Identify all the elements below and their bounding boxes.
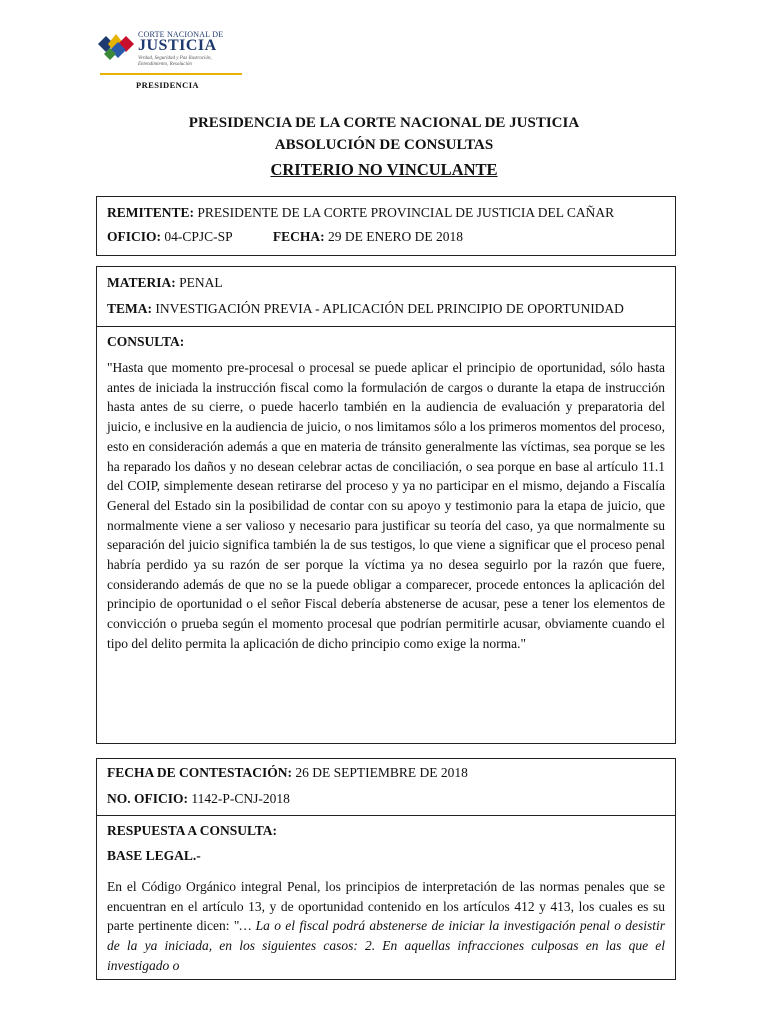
- tema-value: INVESTIGACIÓN PREVIA - APLICACIÓN DEL PRINCIPIO DE OPORTUNIDAD: [152, 301, 624, 316]
- document-subtitle: ABSOLUCIÓN DE CONSULTAS: [274, 137, 494, 153]
- criterion-text: CRITERIO NO VINCULANTE: [270, 160, 498, 179]
- corte-nacional-logo: [96, 28, 246, 94]
- fecha-contestacion-row: [107, 765, 665, 781]
- materia-value: PENAL: [175, 275, 223, 290]
- no-oficio-row: [107, 791, 665, 807]
- remitente-row: [107, 205, 665, 221]
- subject-box: [96, 266, 676, 744]
- fecha-label: FECHA:: [272, 229, 325, 244]
- subject-divider: [97, 326, 675, 327]
- logo-tagline: Verdad, Seguridad y Paz Ilustración, Entendimiento, Resolución: [138, 56, 212, 67]
- oficio-value: 04-CPJC-SP: [161, 229, 233, 244]
- consulta-label: CONSULTA:: [107, 334, 185, 349]
- fecha-contestacion-value: 26 DE SEPTIEMBRE DE 2018: [292, 765, 468, 780]
- fecha-value: 29 DE ENERO DE 2018: [324, 229, 464, 244]
- logo-line-1: CORTE NACIONAL DE: [138, 30, 224, 39]
- tema-row: [107, 301, 665, 317]
- remitente-value: PRESIDENTE DE LA CORTE PROVINCIAL DE JUSTICIA DEL CAÑAR: [194, 205, 615, 220]
- document-title: PRESIDENCIA DE LA CORTE NACIONAL DE JUSTICIA: [188, 115, 580, 131]
- materia-label: MATERIA:: [107, 275, 176, 290]
- base-legal-body: En el Código Orgánico integral Penal, los principios de interpretación de las normas penales que se encuentran en el artículo 13, y de oportunidad contenido en los artículos 412 y 413, los cuales es su parte pertinente dicen: ": [107, 879, 665, 934]
- base-legal-text: [107, 877, 665, 976]
- logo-line-2: JUSTICIA: [138, 37, 217, 54]
- materia-row: [107, 275, 665, 291]
- remitente-label: REMITENTE:: [107, 205, 195, 220]
- no-oficio-value: 1142-P-CNJ-2018: [188, 791, 290, 806]
- base-legal-quote: … La o el fiscal podrá abstenerse de iniciar la investigación penal o desistir de la ya iniciada, en los siguientes casos: 2. En aquellas infracciones culposas en las que el investigado o: [107, 918, 665, 973]
- base-legal-label: BASE LEGAL.-: [107, 848, 201, 863]
- oficio-label: OFICIO:: [107, 229, 161, 244]
- logo-emblem-icon: [96, 30, 140, 64]
- response-box: [96, 758, 676, 980]
- fecha-contestacion-label: FECHA DE CONTESTACIÓN:: [107, 765, 293, 780]
- tema-label: TEMA:: [107, 301, 152, 316]
- no-oficio-label: NO. OFICIO:: [107, 791, 188, 806]
- criterion-heading: [0, 160, 768, 180]
- oficio-row: [107, 229, 665, 245]
- consulta-text: "Hasta que momento pre-procesal o procesal se puede aplicar el principio de oportunidad, sólo hasta antes de iniciada la instrucción fiscal como la formulación de cargos o durante la etapa de instrucción hasta antes de su cierre, o puede hacerlo también en la audiencia de evaluación y preparatoria del juicio, e inclusive en la audiencia de juicio, o nos limitamos sólo a los primeros momentos del proceso, esto en consideración además a que en materia de tránsito generalmente las víctimas, sea porque se les ha reparado los daños y no desean celebrar actas de conciliación, o sea porque en base al artículo 11.1 del COIP, simplemente desean retirarse del proceso y ya no participar en el mismo, dejando a Fiscalía General del Estado sin la posibilidad de contar con su apoyo y testimonio para la etapa de juicio, que normalmente viene a ser valioso y necesario para justificar su teoría del caso, ya que normalmente su separación del juicio significa también la de sus testigos, lo que viene a significar que el proceso penal habría perdido ya su razón de ser porque la víctima ya no desea seguirlo por la razón que fuere, considerando además de que no se la puede obligar a comparecer, procede entonces la aplicación del principio de oportunidad o el señor Fiscal debería abstenerse de acusar, pese a tener los elementos de convicción o prueba según el momento procesal que podrían permitirle acusar, obviamente cuando el tipo del delito permita la aplicación de dicho principio como exige la norma.": [107, 360, 665, 651]
- sender-box: [96, 196, 676, 256]
- response-divider: [97, 815, 675, 816]
- logo-divider: [100, 73, 242, 75]
- logo-unit: PRESIDENCIA: [136, 80, 199, 90]
- respuesta-label: RESPUESTA A CONSULTA:: [107, 823, 278, 838]
